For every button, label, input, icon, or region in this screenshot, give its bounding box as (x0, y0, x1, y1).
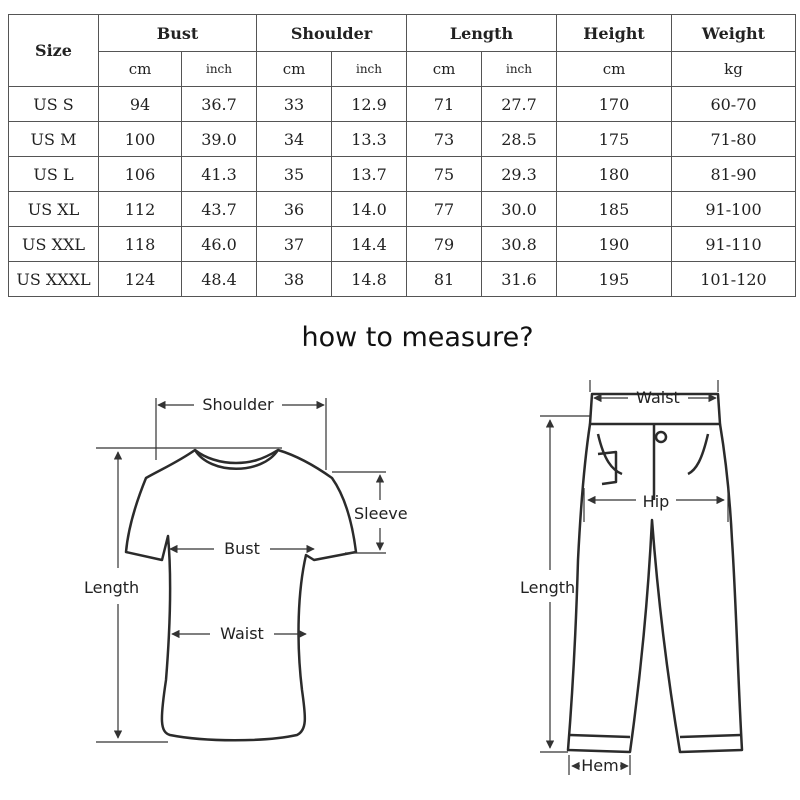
table-cell: 35 (257, 157, 332, 192)
table-cell: 91-110 (672, 227, 796, 262)
table-cell: 14.8 (332, 262, 407, 297)
table-cell: 94 (99, 87, 182, 122)
table-cell: 71 (407, 87, 482, 122)
table-cell: 106 (99, 157, 182, 192)
unit-cell: inch (482, 52, 557, 87)
unit-cell: cm (557, 52, 672, 87)
weight-header: Weight (672, 15, 796, 52)
size-cell: US XXXL (9, 262, 99, 297)
table-cell: 118 (99, 227, 182, 262)
waist-label: Waist (220, 624, 264, 643)
unit-cell: cm (99, 52, 182, 87)
length-header: Length (407, 15, 557, 52)
table-cell: 124 (99, 262, 182, 297)
pants-illustration (568, 394, 742, 752)
table-cell: 28.5 (482, 122, 557, 157)
pants-waist-label: Waist (636, 388, 680, 407)
table-cell: 39.0 (182, 122, 257, 157)
shirt-length-label: Length (84, 578, 140, 597)
unit-cell: inch (332, 52, 407, 87)
table-cell: 37 (257, 227, 332, 262)
sleeve-label: Sleeve (354, 504, 408, 523)
table-cell: 170 (557, 87, 672, 122)
table-cell: 33 (257, 87, 332, 122)
table-cell: 91-100 (672, 192, 796, 227)
size-cell: US XXL (9, 227, 99, 262)
table-cell: 29.3 (482, 157, 557, 192)
table-cell: 71-80 (672, 122, 796, 157)
table-cell: 75 (407, 157, 482, 192)
hem-label: Hem (581, 756, 619, 775)
size-cell: US L (9, 157, 99, 192)
table-cell: 41.3 (182, 157, 257, 192)
table-cell: 36 (257, 192, 332, 227)
table-cell: 46.0 (182, 227, 257, 262)
shoulder-label: Shoulder (202, 395, 274, 414)
table-cell: 77 (407, 192, 482, 227)
size-header: Size (9, 15, 99, 87)
table-cell: 14.0 (332, 192, 407, 227)
table-cell: 30.8 (482, 227, 557, 262)
table-cell: 180 (557, 157, 672, 192)
table-cell: 73 (407, 122, 482, 157)
page-title: how to measure? (301, 322, 534, 353)
table-cell: 100 (99, 122, 182, 157)
table-cell: 14.4 (332, 227, 407, 262)
pants-length-label: Length (520, 578, 576, 597)
table-cell: 34 (257, 122, 332, 157)
shirt-measure-lines (96, 398, 386, 742)
table-cell: 48.4 (182, 262, 257, 297)
table-cell: 27.7 (482, 87, 557, 122)
table-cell: 79 (407, 227, 482, 262)
size-cell: US M (9, 122, 99, 157)
size-cell: US XL (9, 192, 99, 227)
table-cell: 112 (99, 192, 182, 227)
tshirt-illustration (126, 450, 356, 740)
table-cell: 30.0 (482, 192, 557, 227)
shoulder-header: Shoulder (257, 15, 407, 52)
table-cell: 38 (257, 262, 332, 297)
table-cell: 175 (557, 122, 672, 157)
table-cell: 101-120 (672, 262, 796, 297)
table-cell: 195 (557, 262, 672, 297)
size-cell: US S (9, 87, 99, 122)
table-cell: 190 (557, 227, 672, 262)
table-cell: 81 (407, 262, 482, 297)
table-cell: 12.9 (332, 87, 407, 122)
table-cell: 81-90 (672, 157, 796, 192)
table-cell: 43.7 (182, 192, 257, 227)
table-cell: 13.7 (332, 157, 407, 192)
table-cell: 31.6 (482, 262, 557, 297)
hip-label: Hip (642, 492, 670, 511)
unit-cell: cm (257, 52, 332, 87)
unit-cell: inch (182, 52, 257, 87)
bust-header: Bust (99, 15, 257, 52)
height-header: Height (557, 15, 672, 52)
table-cell: 60-70 (672, 87, 796, 122)
bust-label: Bust (224, 539, 260, 558)
table-cell: 36.7 (182, 87, 257, 122)
unit-cell: cm (407, 52, 482, 87)
unit-cell: kg (672, 52, 796, 87)
table-cell: 13.3 (332, 122, 407, 157)
table-cell: 185 (557, 192, 672, 227)
